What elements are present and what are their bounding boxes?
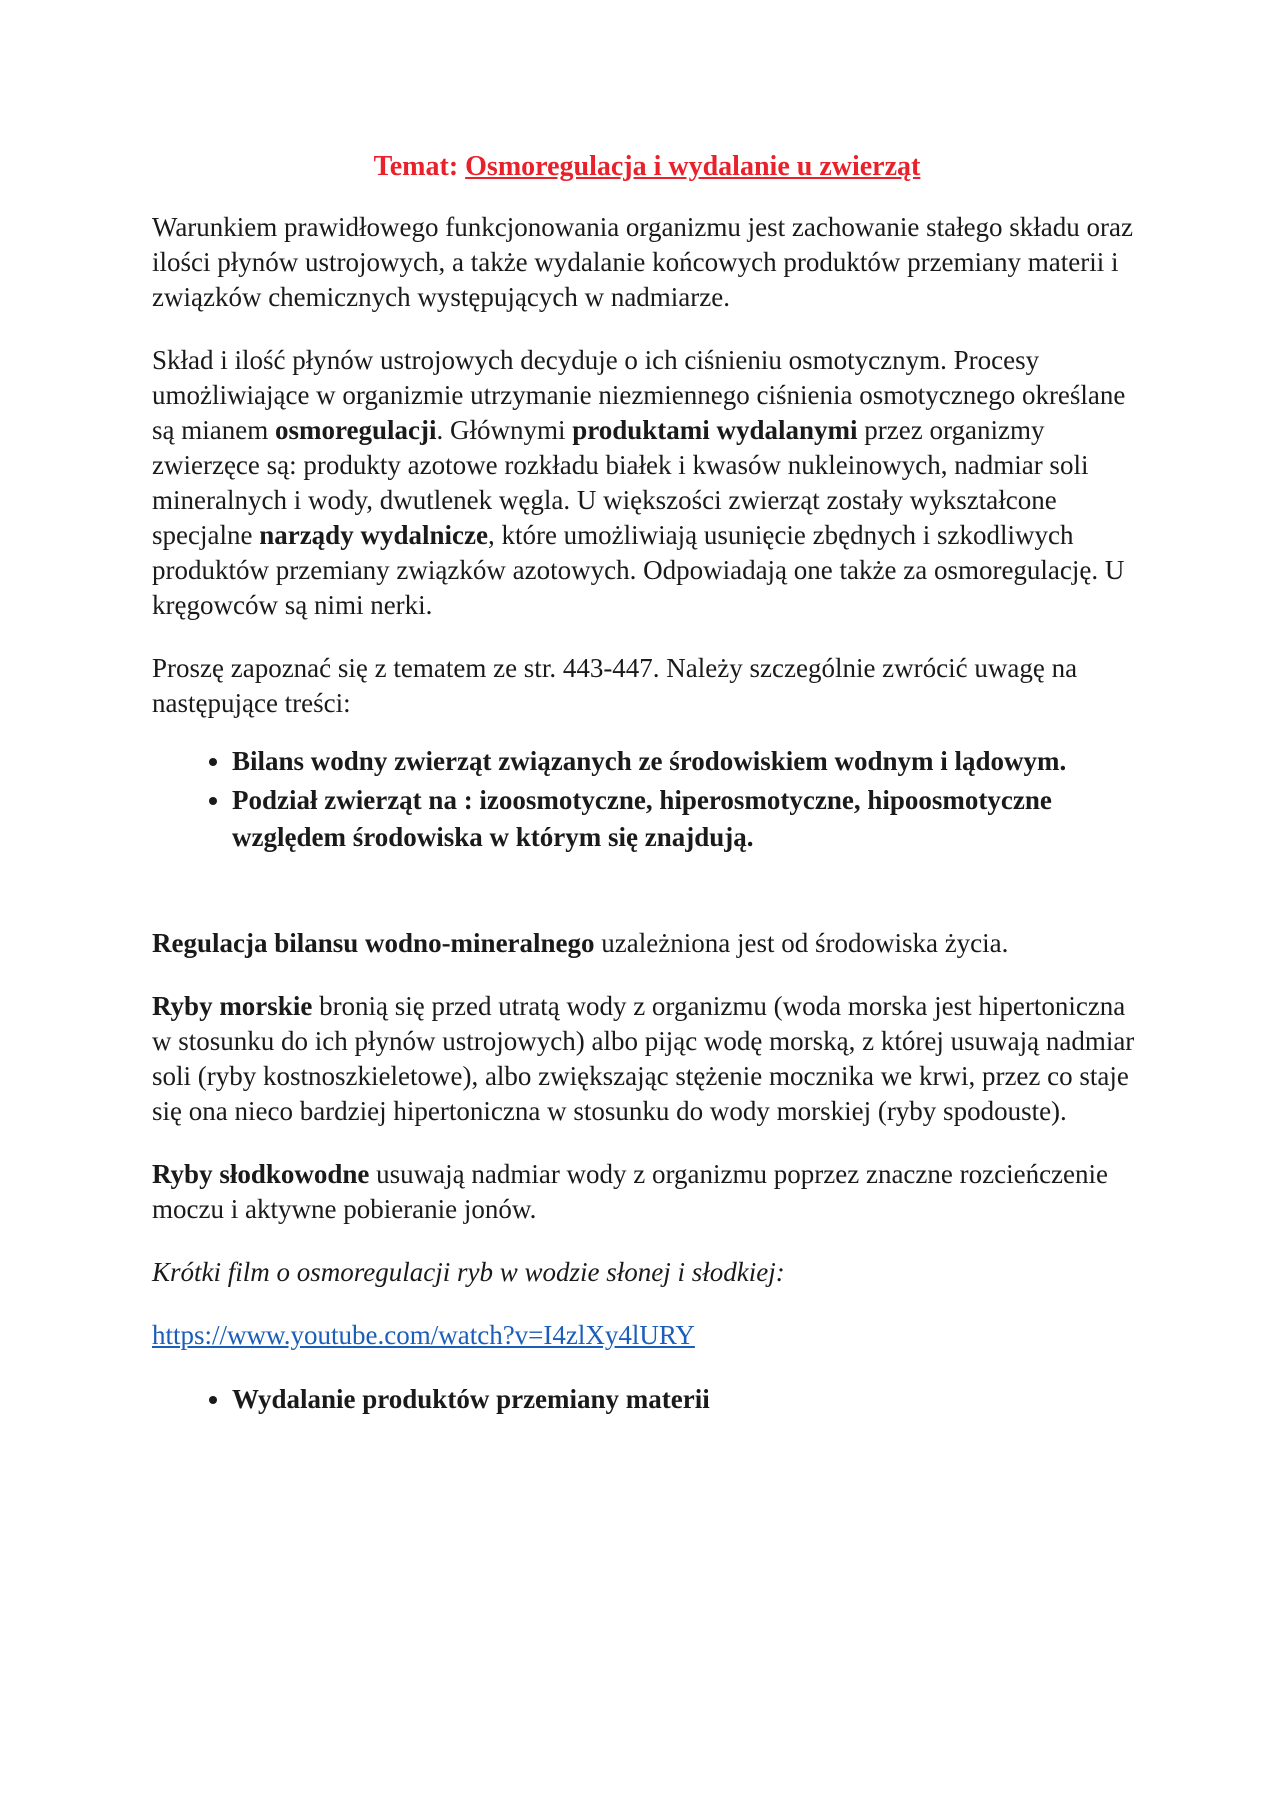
term-ryby-morskie: Ryby morskie xyxy=(152,990,313,1021)
paragraph-text: przez organizmy zwierzęce są: produkty azotowe rozkładu białek i kwasów nukleinowych, nadmiar soli mineralnych i wody, dwutlenek węgla. U większości zwierząt zostały wykształcone specjalne xyxy=(152,414,1089,550)
bullet-list-excretion xyxy=(152,1381,1142,1418)
paragraph-text: . Głównymi xyxy=(436,414,573,445)
paragraph-text: , które umożliwiają usunięcie zbędnych i szkodliwych produktów przemiany związków azotowych. Odpowiadają one także za osmoregulację. U kręgowców są nimi nerki. xyxy=(152,519,1125,620)
term-ryby-slodkowodne: Ryby słodkowodne xyxy=(152,1158,370,1189)
document-page xyxy=(152,150,1142,1420)
paragraph-intro: Warunkiem prawidłowego funkcjonowania organizmu jest zachowanie stałego składu oraz ilości płynów ustrojowych, a także wydalanie końcowych produktów przemiany materii i związków chemicznych występujących w nadmiarze. xyxy=(152,211,1134,312)
list-item: • Wydalanie produktów przemiany materii xyxy=(232,1381,1142,1418)
list-item: • Bilans wodny zwierząt związanych ze środowiskiem wodnym i lądowym. xyxy=(232,743,1142,780)
term-narzady-wydalnicze: narządy wydalnicze xyxy=(259,519,488,550)
paragraph-text: Skład i ilość płynów ustrojowych decyduje o ich ciśnieniu osmotycznym. Procesy umożliwiające w organizmie utrzymanie niezmiennego ciśnienia osmotycznego określane są mianem xyxy=(152,344,1126,445)
film-note: Krótki film o osmoregulacji ryb w wodzie słonej i słodkiej: xyxy=(152,1256,785,1287)
document-title xyxy=(152,150,1142,184)
paragraph-osmoregulation xyxy=(152,343,1142,623)
title-prefix: Temat: xyxy=(373,151,466,182)
paragraph-assignment: Proszę zapoznać się z tematem ze str. 443-447. Należy szczególnie zwrócić uwagę na następujące treści: xyxy=(152,652,1078,718)
list-item: • Podział zwierząt na : izoosmotyczne, hiperosmotyczne, hipoosmotyczne względem środowiska w którym się znajdują. xyxy=(232,782,1142,856)
title-topic: Osmoregulacja i wydalanie u zwierząt xyxy=(465,151,921,182)
paragraph-freshwater-fish xyxy=(152,1157,1142,1227)
paragraph-text: usuwają nadmiar wody z organizmu poprzez znaczne rozcieńczenie moczu i aktywne pobieranie jonów. xyxy=(152,1158,1109,1224)
paragraph-text: uzależniona jest od środowiska życia. xyxy=(594,927,1009,958)
term-regulacja: Regulacja bilansu wodno-mineralnego xyxy=(152,927,595,958)
paragraph-sea-fish xyxy=(152,989,1142,1129)
paragraph-regulation xyxy=(152,926,1142,961)
term-produktami-wydalanymi: produktami wydalanymi xyxy=(572,414,858,445)
paragraph-text: bronią się przed utratą wody z organizmu (woda morska jest hipertoniczna w stosunku do ich płynów ustrojowych) albo pijąc wodę morską, z której usuwają nadmiar soli (ryby kostnoszkieletowe), albo zwiększając stężenie mocznika we krwi, przez co staje się ona nieco bardziej hipertoniczna w stosunku do wody morskiej (ryby spodouste). xyxy=(152,990,1135,1126)
youtube-link[interactable]: https://www.youtube.com/watch?v=I4zlXy4lURY xyxy=(152,1319,695,1350)
term-osmoregulacji: osmoregulacji xyxy=(274,414,437,445)
link-paragraph xyxy=(152,1318,1142,1353)
bullet-list-topics xyxy=(152,743,1142,856)
